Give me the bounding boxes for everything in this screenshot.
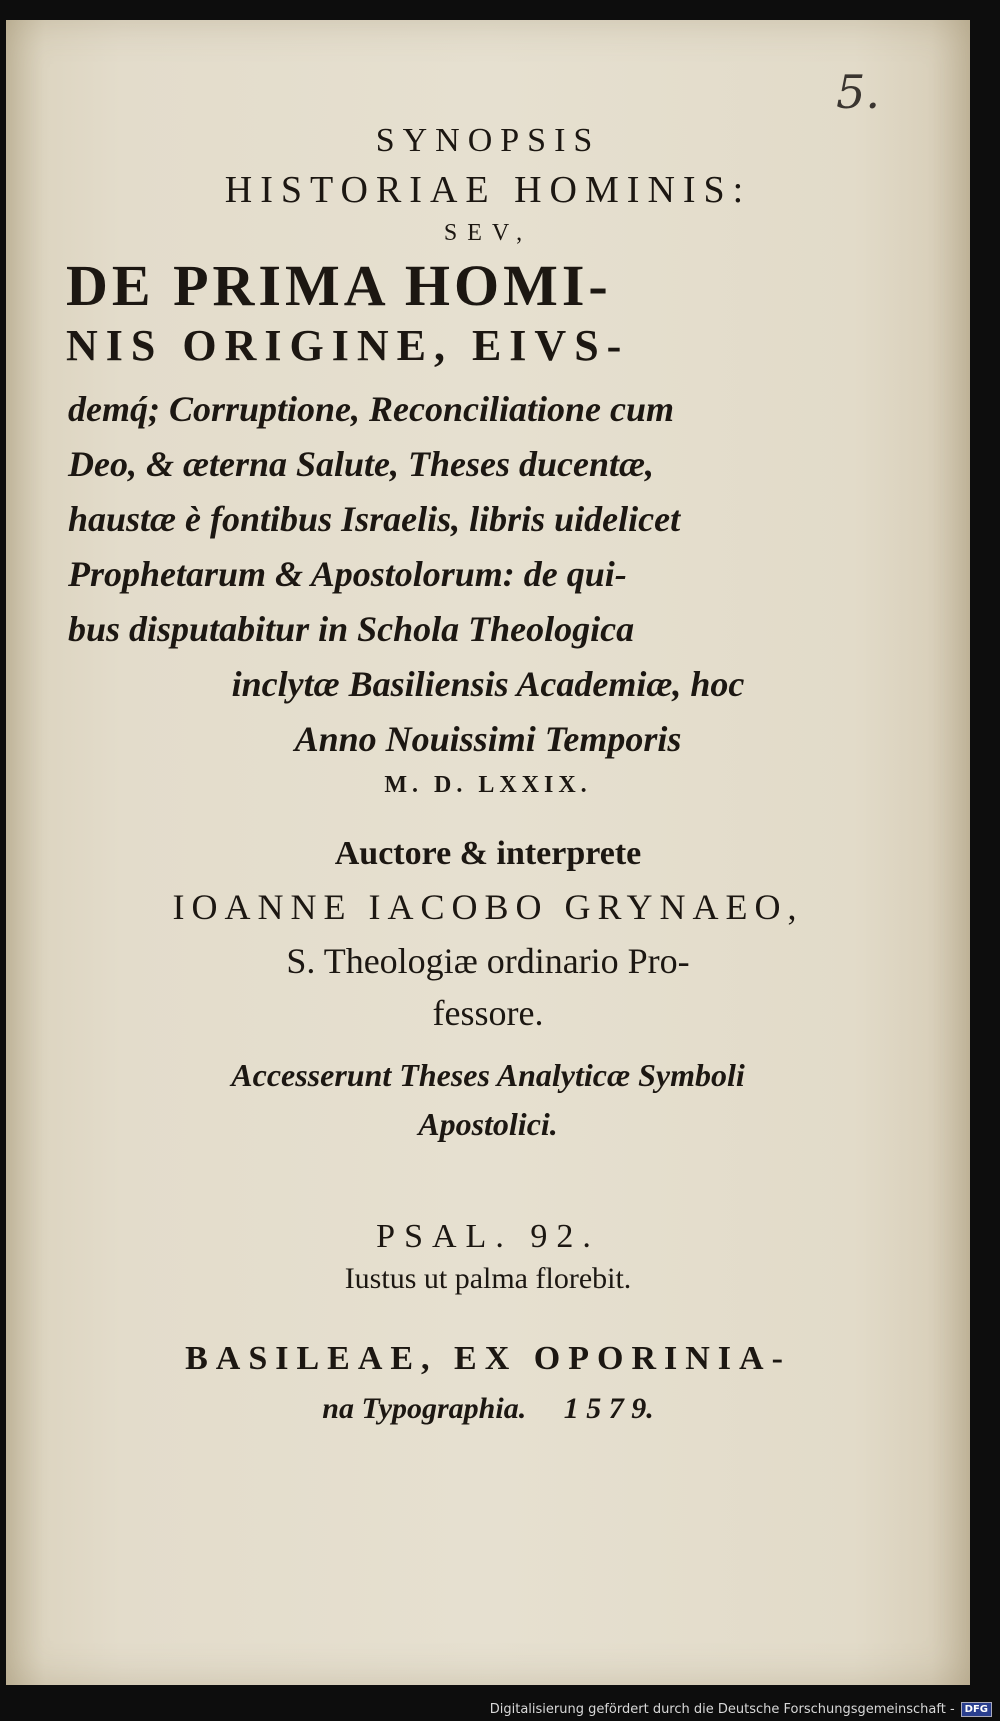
title-line-8: haustæ è fontibus Israelis, libris uidelicet — [68, 499, 681, 539]
credit-text: Digitalisierung gefördert durch die Deutsche Forschungsgemeinschaft - — [489, 1702, 955, 1717]
title-line-11: inclytæ Basiliensis Academiæ, hoc — [231, 664, 745, 704]
handwritten-page-number: 5. — [836, 65, 880, 119]
author-title-2: fessore. — [432, 993, 544, 1033]
title-line-7: Deo, & æterna Salute, Theses ducentæ, — [68, 444, 655, 484]
title-line-5: NIS ORIGINE, EIVS- — [66, 321, 630, 370]
imprint-line-2: na Typographia. 1 5 7 9. — [322, 1392, 654, 1425]
author-intro: Auctore & interprete — [334, 835, 642, 872]
psalm-reference: PSAL. 92. — [376, 1218, 600, 1255]
title-line-9: Prophetarum & Apostolorum: de qui- — [68, 554, 627, 594]
title-line-10: bus disputabitur in Schola Theologica — [68, 609, 635, 649]
title-page — [6, 20, 970, 1685]
title-line-6: demq́; Corruptione, Reconciliatione cum — [68, 389, 675, 429]
psalm-quote: Iustus ut palma florebit. — [344, 1262, 632, 1295]
dfg-logo: DFG — [961, 1702, 992, 1717]
title-line-1: SYNOPSIS — [375, 122, 601, 159]
author-title-1: S. Theologiæ ordinario Pro- — [286, 941, 690, 981]
year-roman: M. D. LXXIX. — [384, 772, 592, 798]
title-line-3: SEV, — [443, 220, 533, 246]
title-line-12: Anno Nouissimi Temporis — [294, 719, 682, 759]
digitization-credit — [490, 1702, 992, 1717]
author-name: IOANNE IACOBO GRYNAEO, — [172, 887, 804, 927]
title-line-4: DE PRIMA HOMI- — [66, 253, 612, 318]
imprint-line-1: BASILEAE, EX OPORINIA- — [185, 1340, 791, 1377]
title-line-2: HISTORIAE HOMINIS: — [224, 169, 752, 211]
addendum-line-1: Accesserunt Theses Analyticæ Symboli — [231, 1057, 745, 1093]
addendum-line-2: Apostolici. — [418, 1106, 558, 1142]
